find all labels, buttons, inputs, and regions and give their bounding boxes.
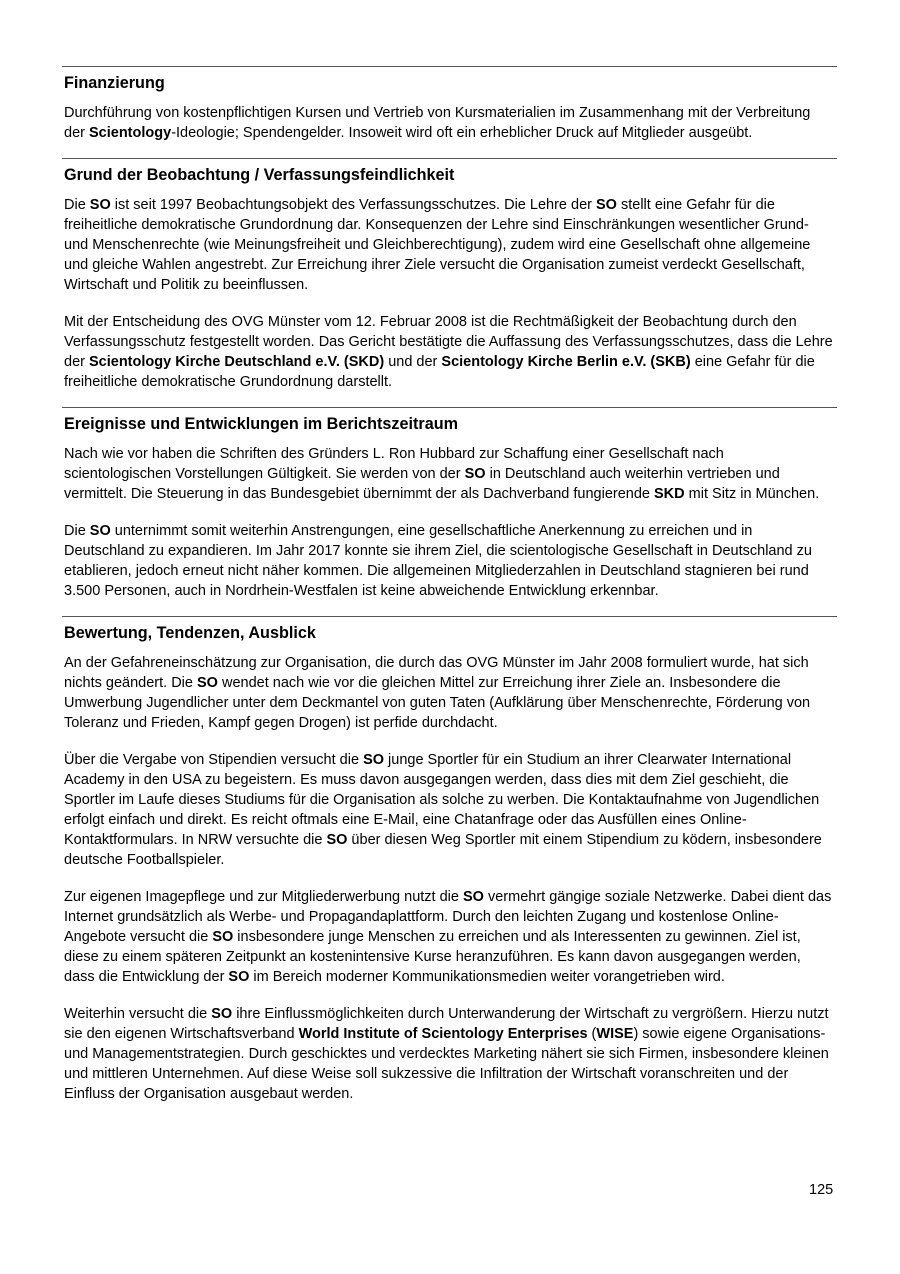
paragraph: An der Gefahreneinschätzung zur Organisation, die durch das OVG Münster im Jahr 2008 formuliert wurde, hat sich nichts geändert. Die SO wendet nach wie vor die gleichen Mittel zur Erreichung ihrer Ziele an. Insbesondere die Umwerbung Jugendlicher unter dem Deckmantel von guten Taten (Aufklärung über Menschenrechte, Förderung von Toleranz und Frieden, Kampf gegen Drogen) ist perfide durchdacht. — [64, 655, 811, 731]
document-body — [62, 66, 837, 1104]
section-heading: Ereignisse und Entwicklungen im Berichtszeitraum — [64, 415, 458, 433]
paragraph: Weiterhin versucht die SO ihre Einflussmöglichkeiten durch Unterwanderung der Wirtschaft zu vergrößern. Hierzu nutzt sie den eigenen Wirtschaftsverband World Institute of Scientology Enterprises (WISE) sowie eigene Organisations- und Managementstrategien. Durch geschicktes und verdecktes Marketing nähert sie sich Firmen, insbesondere kleinen und mittleren Unternehmen. Auf diese Weise soll sukzessive die Infiltration der Wirtschaft voranschreiten und der Einfluss der Organisation ausgebaut werden. — [64, 1006, 829, 1102]
paragraph: Über die Vergabe von Stipendien versucht die SO junge Sportler für ein Studium an ihrer Clearwater International Academy in den USA zu begeistern. Es muss davon ausgegangen werden, dass dies mit dem Ziel geschieht, die Sportler im Laufe dieses Studiums für die Organisation als solche zu werben. Die Kontaktaufnahme von Jugendlichen erfolgt einfach und direkt. Es reicht oftmals eine E-Mail, eine Chatanfrage oder das Ausfüllen eines Online-Kontaktformulars. In NRW versuchte die SO über diesen Weg Sportler mit einem Stipendium zu ködern, insbesondere deutsche Footballspieler. — [64, 752, 822, 868]
section-ereignisse — [62, 407, 837, 601]
paragraph: Nach wie vor haben die Schriften des Gründers L. Ron Hubbard zur Schaffung einer Gesellschaft nach scientologischen Vorstellungen Gültigkeit. Sie werden von der SO in Deutschland auch weiterhin vertrieben und vermittelt. Die Steuerung in das Bundesgebiet übernimmt der als Dachverband fungierende SKD mit Sitz in München. — [64, 446, 820, 502]
paragraph: Zur eigenen Imagepflege und zur Mitgliederwerbung nutzt die SO vermehrt gängige soziale Netzwerke. Dabei dient das Internet grundsätzlich als Werbe- und Propagandaplattform. Durch den leichten Zugang und kostenlose Online-Angebote versucht die SO insbesondere junge Menschen zu erreichen und als Interessenten zu gewinnen. Ziel ist, diese zu einem späteren Zeitpunkt an kostenintensive Kurse heranzuführen. Es kann davon ausgegangen werden, dass die Entwicklung der SO im Bereich moderner Kommunikationsmedien weiter vorangetrieben wird. — [64, 889, 832, 985]
paragraph: Die SO unternimmt somit weiterhin Anstrengungen, eine gesellschaftliche Anerkennung zu erreichen und in Deutschland zu expandieren. Im Jahr 2017 konnte sie ihrem Ziel, die scientologische Gesellschaft in Deutschland zu etablieren, jedoch erneut nicht näher kommen. Die allgemeinen Mitgliederzahlen in Deutschland stagnieren bei rund 3.500 Personen, auch in Nordrhein-Westfalen ist keine abweichende Entwicklung erkennbar. — [64, 523, 812, 599]
page-number: 125 — [809, 1182, 834, 1198]
paragraph: Durchführung von kostenpflichtigen Kursen und Vertrieb von Kursmaterialien im Zusammenhang mit der Verbreitung der Scientology-Ideologie; Spendengelder. Insoweit wird oft ein erheblicher Druck auf Mitglieder ausgeübt. — [64, 105, 811, 141]
paragraph: Mit der Entscheidung des OVG Münster vom 12. Februar 2008 ist die Rechtmäßigkeit der Beobachtung durch den Verfassungsschutz festgestellt worden. Das Gericht bestätigte die Auffassung des Verfassungsschutzes, dass die Lehre der Scientology Kirche Deutschland e.V. (SKD) und der Scientology Kirche Berlin e.V. (SKB) eine Gefahr für die freiheitliche demokratische Grundordnung darstellt. — [64, 314, 833, 390]
section-heading: Bewertung, Tendenzen, Ausblick — [64, 624, 316, 642]
section-finanzierung — [62, 66, 837, 143]
section-heading: Grund der Beobachtung / Verfassungsfeindlichkeit — [64, 166, 455, 184]
section-bewertung — [62, 616, 837, 1104]
section-grund-der-beobachtung — [62, 158, 837, 392]
paragraph: Die SO ist seit 1997 Beobachtungsobjekt des Verfassungsschutzes. Die Lehre der SO stellt eine Gefahr für die freiheitliche demokratische Grundordnung dar. Konsequenzen der Lehre sind Einschränkungen wesentlicher Grund- und Menschenrechte (wie Meinungsfreiheit und Gleichberechtigung), zudem wird eine Gesellschaft ohne allgemeine und gleiche Wahlen angestrebt. Zur Erreichung ihrer Ziele versucht die Organisation zumeist verdeckt Gesellschaft, Wirtschaft und Politik zu beeinflussen. — [64, 197, 811, 293]
section-heading: Finanzierung — [64, 74, 165, 92]
